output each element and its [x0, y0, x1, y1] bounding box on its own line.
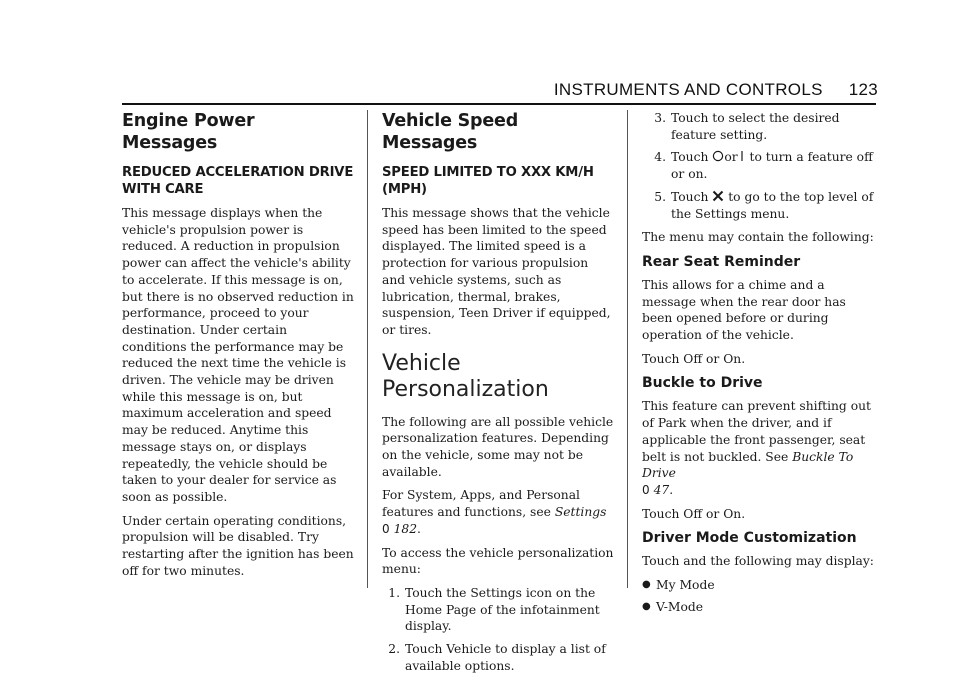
page-header [554, 80, 878, 100]
page-reference-icon: 0 [642, 482, 650, 497]
driver-mode-paragraph: Touch and the following may display: [642, 554, 874, 569]
list-item: 2. Touch Vehicle to display a list of available options. [388, 642, 606, 673]
rear-seat-reminder-heading: Rear Seat Reminder [642, 253, 801, 270]
settings-reference-paragraph: For System, Apps, and Personal features and functions, see Settings 0 182. [382, 488, 607, 536]
vehicle-personalization-heading: Vehicle Personalization [382, 350, 549, 402]
rear-seat-reminder-paragraph: This allows for a chime and a message when the rear door has been opened before or during operation of the vehicle. [642, 277, 846, 343]
rear-seat-touch-text: Touch Off or On. [642, 351, 746, 366]
list-item: ● V-Mode [642, 599, 704, 614]
list-item: ● My Mode [642, 578, 715, 593]
buckle-page-ref[interactable]: 47 [653, 482, 670, 497]
page-number: 123 [848, 80, 878, 99]
list-item: 3. Touch to select the desired feature setting. [654, 111, 840, 142]
bullet-icon: ● [642, 600, 651, 612]
list-item: 1. Touch the Settings icon on the Home Page of the infotainment display. [388, 585, 600, 634]
column-1 [122, 110, 354, 586]
header-rule [122, 103, 876, 105]
reduced-acceleration-subheading: REDUCED ACCELERATION DRIVE WITH CARE [122, 165, 354, 197]
vehicle-speed-paragraph: This message shows that the vehicle speed has been limited to the speed displayed. The limited speed is a protection for various propulsion and vehicle systems, such as lubrication, thermal, brakes, suspension, Teen Driver if equipped, or tires. [382, 206, 611, 337]
page-reference-icon: 0 [382, 521, 390, 536]
bullet-icon: ● [642, 579, 651, 591]
settings-link[interactable]: Settings [554, 505, 607, 520]
list-item: 4. Touch or to turn a feature off or on. [654, 150, 873, 182]
continued-steps-list [642, 110, 878, 222]
buckle-touch-text: Touch Off or On. [642, 506, 746, 521]
driver-mode-list [642, 577, 878, 615]
section-title: INSTRUMENTS AND CONTROLS [553, 80, 823, 99]
engine-power-heading: Engine Power Messages [122, 111, 255, 153]
engine-power-paragraph-2: Under certain operating conditions, propulsion will be disabled. Try restarting after the ignition has been off for two minutes. [122, 513, 354, 578]
buckle-to-drive-link[interactable]: Buckle To Drive [642, 449, 854, 481]
personalization-intro: The following are all possible vehicle personalization features. Depending on the vehicle, some may not be available. [382, 414, 614, 479]
column-2 [382, 110, 614, 681]
engine-power-paragraph-1: This message displays when the vehicle's propulsion power is reduced. A reduction in propulsion power can affect the vehicle's ability to accelerate. If this message is on, but there is no observed reduction in performance, proceed to your destination. Under certain conditions the performance may be reduced the next time the vehicle is driven. The vehicle may be driven while this message is on, but maximum acceleration and speed may be reduced. Anytime this message stays on, or displays repeatedly, the vehicle should be taken to your dealer for service as soon as possible. [122, 206, 354, 504]
column-3 [642, 110, 878, 620]
settings-page-ref[interactable]: 182 [393, 521, 418, 536]
vehicle-speed-heading: Vehicle Speed Messages [382, 111, 519, 153]
toggle-off-icon [712, 150, 724, 164]
column-divider-2 [627, 110, 628, 588]
speed-limited-subheading: SPEED LIMITED TO XXX KM/H (MPH) [382, 165, 594, 197]
close-x-icon [712, 190, 724, 204]
access-steps-list [382, 585, 614, 675]
toggle-on-icon [738, 150, 746, 164]
menu-contents-paragraph: The menu may contain the following: [642, 230, 874, 245]
access-menu-paragraph: To access the vehicle personalization menu: [382, 545, 614, 577]
driver-mode-heading: Driver Mode Customization [642, 530, 857, 547]
list-item: 5. Touch to go to the top level of the Settings menu. [654, 189, 874, 221]
column-divider-1 [367, 110, 368, 588]
buckle-to-drive-paragraph: This feature can prevent shifting out of Park when the driver, and if applicable the front passenger, seat belt is not buckled. See Buckle To Drive 0 47. [642, 399, 871, 497]
buckle-to-drive-heading: Buckle to Drive [642, 375, 763, 392]
